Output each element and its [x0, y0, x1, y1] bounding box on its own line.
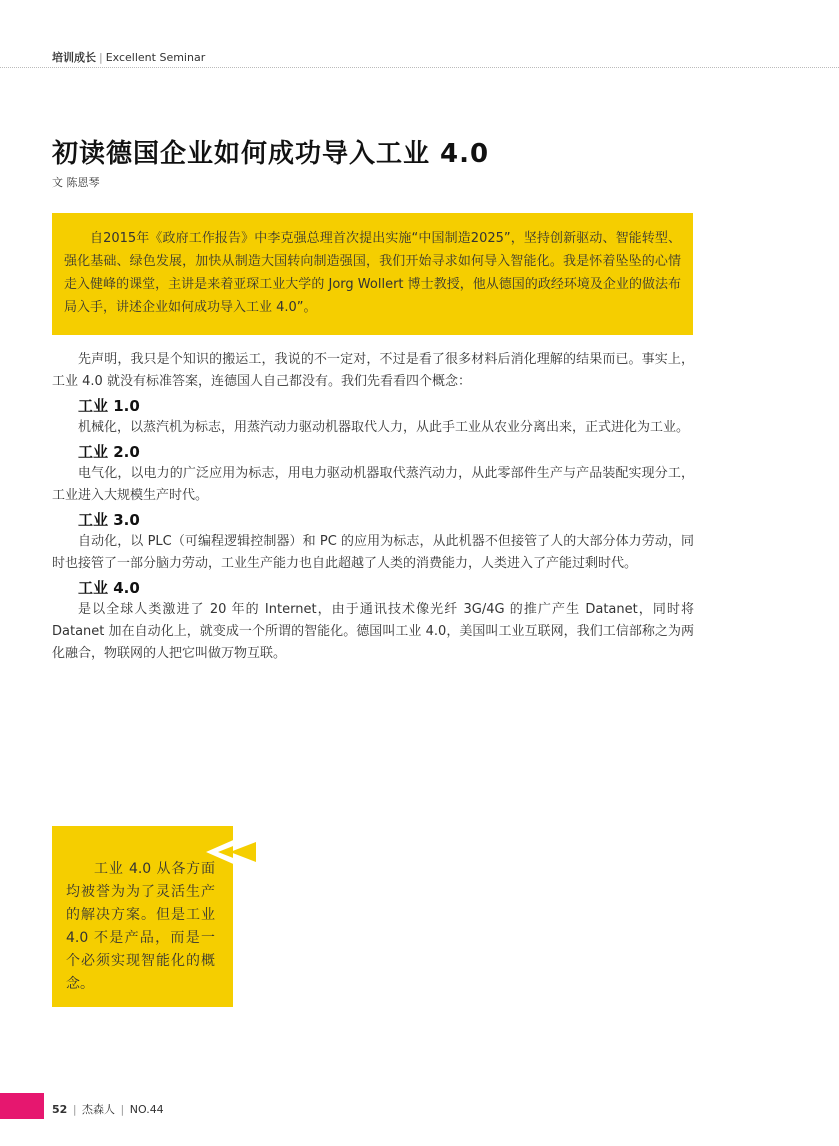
concept-title-industry-1: 工业 1.0: [78, 397, 140, 415]
concept-title-industry-3: 工业 3.0: [78, 511, 140, 529]
quote-chevron-icon: [206, 830, 256, 874]
concept-text-industry-3: 自动化，以 PLC（可编程逻辑控制器）和 PC 的应用为标志，从此机器不但接管了人的大部分体力劳动，同时也接管了一部分脑力劳动，工业生产能力也自此超越了人类的消费能力，人类进入了产能过剩时代。: [52, 534, 694, 571]
abstract-box: 自2015年《政府工作报告》中李克强总理首次提出实施“中国制造2025”，坚持创新驱动、智能转型、强化基础、绿色发展，加快从制造大国转向制造强国，我们开始寻求如何导入智能化。我是怀着坠坠的心情走入健峰的课堂，主讲是来着亚琛工业大学的 Jorg Wollert 博士教授，他从德国的政经环境及企业的做法布局入手，讲述企业如何成功导入工业 4.0”。: [52, 213, 693, 335]
concept-text-industry-1: 机械化，以蒸汽机为标志，用蒸汽动力驱动机器取代人力，从此手工业从农业分离出来，正式进化为工业。: [78, 420, 690, 435]
intro-paragraph: 先声明，我只是个知识的搬运工，我说的不一定对，不过是看了很多材料后消化理解的结果而已。事实上，工业 4.0 就没有标准答案，连德国人自己都没有。我们先看看四个概念：: [52, 352, 694, 389]
pull-quote-box: 工业 4.0 从各方面均被誉为为了灵活生产的解决方案。但是工业 4.0 不是产品，而是一个必须实现智能化的概念。: [52, 826, 233, 1007]
footer-separator-2: |: [120, 1103, 125, 1116]
article-title: 初读德国企业如何成功导入工业 4.0: [52, 139, 490, 169]
section-name-en: Excellent Seminar: [105, 51, 206, 64]
magazine-name: 杰森人: [82, 1103, 116, 1116]
footer-separator: |: [72, 1103, 77, 1116]
section-name-cn: 培训成长: [52, 51, 96, 64]
issue-number: NO.44: [129, 1103, 164, 1116]
article-byline: 文 陈恩琴: [52, 176, 100, 189]
concept-text-industry-4: 是以全球人类激进了 20 年的 Internet，由于通讯技术像光纤 3G/4G 的推广产生 Datanet，同时将 Datanet 加在自动化上，就变成一个所谓的智能化。德国叫工业 4.0，美国叫工业互联网，我们工信部称之为两化融合，物联网的人把它叫做万物互联。: [52, 602, 694, 661]
header-divider: [0, 67, 839, 68]
page-number: 52: [52, 1103, 68, 1116]
article-body: [52, 349, 694, 665]
section-header: [52, 49, 205, 65]
page-footer: [52, 1101, 164, 1117]
header-separator: |: [99, 51, 103, 64]
page-tab-marker: [0, 1093, 44, 1119]
concept-title-industry-2: 工业 2.0: [78, 443, 140, 461]
concept-title-industry-4: 工业 4.0: [78, 579, 140, 597]
concept-text-industry-2: 电气化，以电力的广泛应用为标志，用电力驱动机器取代蒸汽动力，从此零部件生产与产品装配实现分工，工业进入大规模生产时代。: [52, 466, 694, 503]
